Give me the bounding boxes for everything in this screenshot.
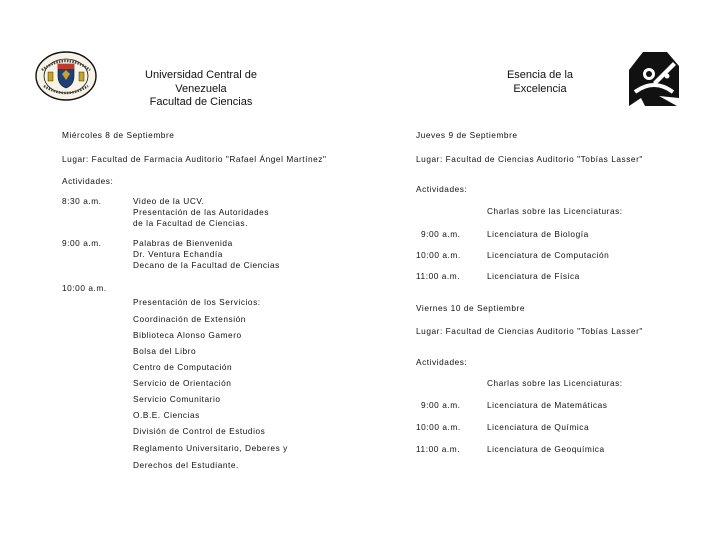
day1-slot1-line: Video de la UCV. [133, 196, 205, 206]
day2-talk-topic: Licenciatura de Computación [487, 250, 610, 260]
service-item: Bolsa del Libro [133, 346, 197, 356]
day1-location: Lugar: Facultad de Farmacia Auditorio "Rafael Ángel Martínez" [62, 154, 327, 164]
day2-activities-label: Actividades: [416, 184, 468, 194]
day3-title: Viernes 10 de Septiembre [416, 303, 525, 313]
service-item: División de Control de Estudios [133, 426, 266, 436]
motto-line-1: Esencia de la [506, 69, 574, 81]
day3-talk-time: 10:00 a.m. [416, 422, 461, 432]
day2-talk-topic: Licenciatura de Biología [487, 229, 589, 239]
service-item: O.B.E. Ciencias [133, 410, 200, 420]
service-item: Derechos del Estudiante. [133, 460, 239, 470]
day1-slot1-line: Presentación de las Autoridades [133, 207, 270, 217]
day1-slot1-line: de la Facultad de Ciencias. [133, 218, 248, 228]
day2-talk-time: 10:00 a.m. [416, 250, 461, 260]
motto-line-2: Excelencia [513, 82, 567, 95]
day1-slot2-line: Palabras de Bienvenida [133, 238, 233, 248]
day1-activities-label: Actividades: [62, 176, 114, 186]
day1-slot2-time: 9:00 a.m. [62, 238, 102, 248]
day3-location: Lugar: Facultad de Ciencias Auditorio "Tobías Lasser" [416, 326, 643, 336]
day3-talks-label: Charlas sobre las Licenciaturas: [487, 378, 623, 388]
day2-talks-label: Charlas sobre las Licenciaturas: [487, 206, 623, 216]
day1-slot2-line: Decano de la Facultad de Ciencias [133, 260, 280, 270]
day2-talk-time: 9:00 a.m. [421, 229, 461, 239]
day1-slot2-desc [133, 238, 280, 271]
service-item: Servicio de Orientación [133, 378, 232, 388]
university-name-line-2: Venezuela [175, 82, 227, 95]
day1-slot1-desc [133, 196, 269, 229]
university-seal-logo [34, 50, 98, 102]
service-item: Coordinación de Extensión [133, 314, 246, 324]
service-item: Biblioteca Alonso Gamero [133, 330, 242, 340]
day3-talk-topic: Licenciatura de Geoquímica [487, 444, 605, 454]
day3-talk-time: 11:00 a.m. [416, 444, 461, 454]
service-item: Reglamento Universitario, Deberes y [133, 443, 288, 453]
service-item: Servicio Comunitario [133, 394, 221, 404]
service-item: Presentación de los Servicios: [133, 297, 261, 307]
day2-talk-time: 11:00 a.m. [416, 271, 461, 281]
day1-slot2-line: Dr. Ventura Echandía [133, 249, 223, 259]
day1-title: Miércoles 8 de Septiembre [62, 130, 175, 140]
motto-header [490, 69, 590, 96]
day3-talk-topic: Licenciatura de Química [487, 422, 590, 432]
university-header [130, 69, 272, 110]
day2-title: Jueves 9 de Septiembre [416, 130, 518, 140]
day1-slot1-time: 8:30 a.m. [62, 196, 102, 206]
university-name-line-1: Universidad Central de [145, 69, 257, 81]
day1-slot3-time: 10:00 a.m. [62, 283, 107, 293]
day2-location: Lugar: Facultad de Ciencias Auditorio "Tobías Lasser" [416, 154, 643, 164]
day3-talk-time: 9:00 a.m. [421, 400, 461, 410]
service-item: Centro de Computación [133, 362, 233, 372]
day2-talk-topic: Licenciatura de Física [487, 271, 580, 281]
faculty-name: Facultad de Ciencias [149, 96, 253, 108]
faculty-logo [629, 52, 679, 106]
day3-activities-label: Actividades: [416, 357, 468, 367]
day3-talk-topic: Licenciatura de Matemáticas [487, 400, 608, 410]
